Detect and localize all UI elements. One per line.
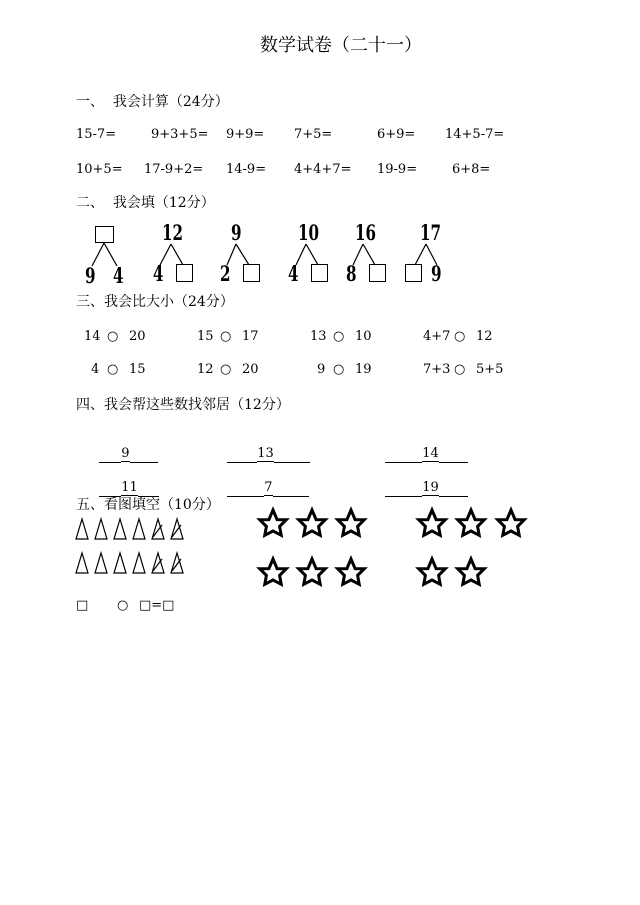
star-icon [260,510,525,584]
compare-right: 17 [242,329,259,344]
calc-item: 6+9= [377,127,416,142]
tree-top-number: 16 [355,220,377,245]
answer-box[interactable] [311,264,328,282]
answer-box[interactable] [176,264,193,282]
triangle-picture [70,515,200,579]
tree-top-number: 17 [420,220,442,245]
answer-box[interactable] [243,264,260,282]
compare-circle[interactable]: ○ [454,362,466,377]
compare-right: 20 [129,329,146,344]
tree-top-number: 9 [231,220,242,245]
answer-box[interactable] [405,264,422,282]
calc-item: 17-9+2= [144,162,204,177]
compare-right: 15 [129,362,146,377]
answer-box[interactable] [95,226,114,243]
compare-left: 12 [197,362,214,377]
neighbor-number: 9 [121,446,130,461]
compare-left: 9 [317,362,326,377]
page-title: 数学试卷（二十一） [260,35,422,56]
calc-item: 19-9= [377,162,418,177]
neighbor-number: 7 [264,480,273,495]
calc-item: 9+3+5= [151,127,209,142]
calc-item: 7+5= [294,127,333,142]
compare-circle[interactable]: ○ [107,362,119,377]
calc-item: 15-7= [76,127,117,142]
tree-left-number: 8 [346,261,357,286]
neighbor-item [377,430,468,463]
tree-left-number: 2 [220,261,231,286]
tree-top-number: 12 [162,220,184,245]
tree-left-number: 9 [85,263,96,288]
tree-top-number: 10 [298,220,320,245]
tree-branches [0,0,1,1]
section-2-heading: 二、 我会填（12分） [76,195,215,211]
compare-circle[interactable]: ○ [454,329,466,344]
compare-circle[interactable]: ○ [220,329,232,344]
calc-item: 9+9= [226,127,265,142]
star-picture [250,500,540,600]
equation-box[interactable]: □ [76,598,89,613]
calc-item: 4+4+7= [294,162,352,177]
calc-item: 14+5-7= [445,127,505,142]
compare-circle[interactable]: ○ [333,362,345,377]
compare-circle[interactable]: ○ [107,329,119,344]
answer-box[interactable] [369,264,386,282]
section-1-heading: 一、 我会计算（24分） [76,94,229,110]
compare-right: 20 [242,362,259,377]
calc-item: 14-9= [226,162,267,177]
compare-left: 7+3 [423,362,451,377]
neighbor-item [377,464,468,497]
section-3-heading: 三、我会比大小（24分） [76,294,234,310]
neighbor-item [91,430,158,463]
equation-operator[interactable]: ○ [117,598,129,613]
compare-left: 14 [84,329,101,344]
compare-right: 10 [355,329,372,344]
compare-circle[interactable]: ○ [220,362,232,377]
calc-item: 6+8= [452,162,491,177]
compare-left: 13 [310,329,327,344]
neighbor-item [219,464,309,497]
tree-right-number: 9 [431,261,442,286]
neighbor-item [219,430,310,463]
compare-left: 15 [197,329,214,344]
compare-left: 4 [91,362,100,377]
section-5-heading: 五、看图填空（10分） [76,497,220,513]
compare-right: 12 [476,329,493,344]
section-4-heading: 四、我会帮这些数找邻居（12分） [76,397,290,413]
triangle-icon [76,519,183,573]
neighbor-number: 14 [422,446,439,461]
neighbor-number: 11 [121,480,138,495]
compare-left: 4+7 [423,329,451,344]
neighbor-number: 13 [257,446,274,461]
tree-right-number: 4 [113,263,124,288]
tree-left-number: 4 [153,261,164,286]
compare-circle[interactable]: ○ [333,329,345,344]
neighbor-item [91,464,159,497]
equation-result[interactable]: □=□ [139,598,175,613]
calc-item: 10+5= [76,162,123,177]
neighbor-number: 19 [422,480,439,495]
compare-right: 5+5 [476,362,504,377]
compare-right: 19 [355,362,372,377]
tree-left-number: 4 [288,261,299,286]
